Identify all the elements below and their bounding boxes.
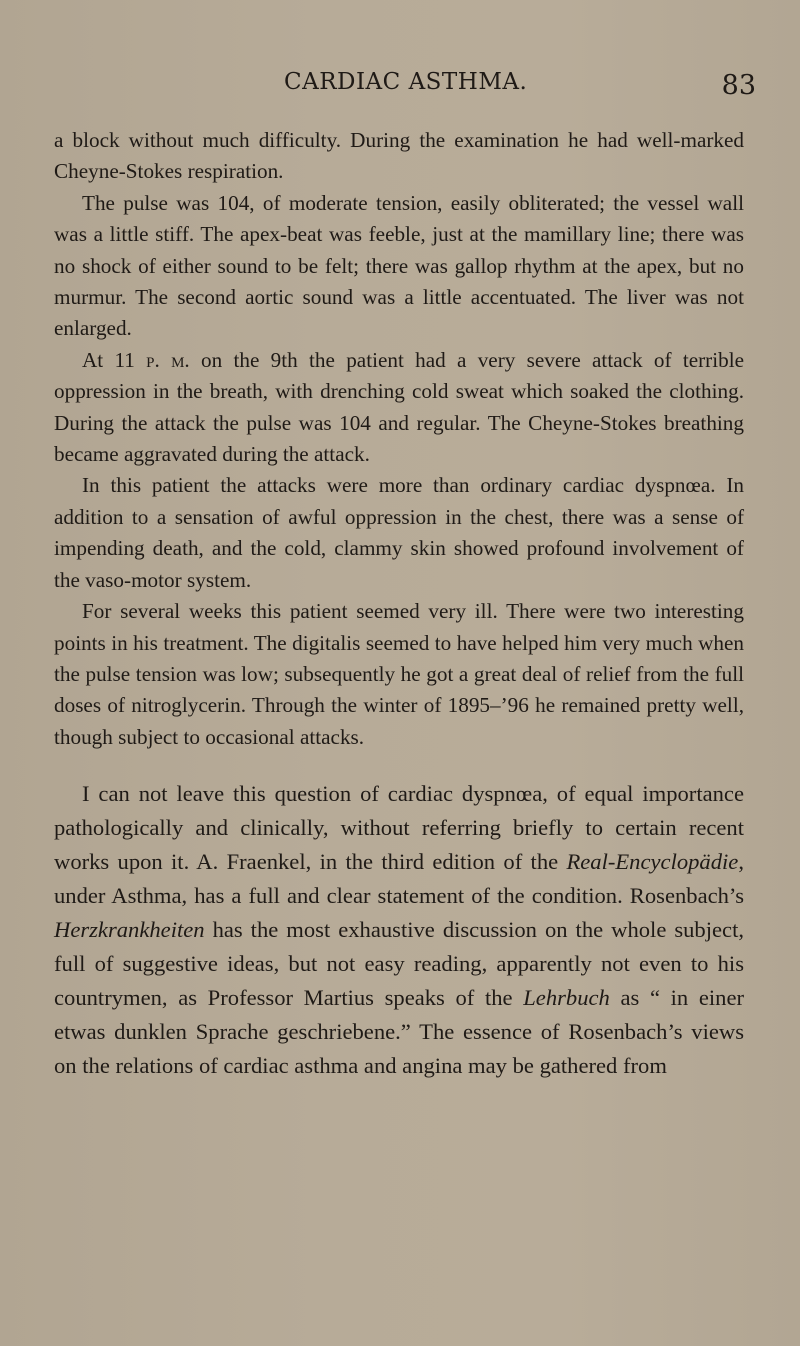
body-text [54, 125, 744, 1083]
discussion-text-4: as “ in einer etwas dunklen Sprache geschriebene.” The essence of Rosenbach’s views on the relations of cardiac asthma and angina may be gathered from [54, 985, 744, 1079]
discussion-section [54, 777, 744, 1083]
title-lehrbuch: Lehrbuch [523, 985, 610, 1011]
title-real-encyclopadie: Real-Encyclopädie [566, 849, 739, 875]
case-report-section [54, 125, 744, 753]
attack-text-end: on the 9th the patient had a very severe attack of terrible oppression in the breath, with drenching cold sweat which soaked the clothing. During the attack the pulse was 104 and regular. The Cheyne-Stokes breathing became aggravated during the attack. [54, 347, 744, 467]
discussion-text-1: I can not leave this question of cardiac dyspnœa, of equal importance pathologically and clinically, without referring briefly to certain recent works upon it. A. Fraenkel, in the third edition of the [54, 781, 744, 875]
discussion-text-2: , under Asthma, has a full and clear statement of the condition. Rosenbach’s [54, 849, 744, 909]
title-herzkrankheiten: Herzkrankheiten [54, 917, 205, 943]
paragraph-discussion [54, 777, 744, 1083]
paragraph-attack [54, 345, 744, 471]
discussion-text-3: has the most exhaustive discussion on the whole subject, full of suggestive ideas, but not easy reading, apparently not even to his countrymen, as Professor Martius speaks of the [54, 917, 744, 1011]
paragraph-continuation: a block without much difficulty. During the examination he had well-marked Cheyne-Stokes respiration. [54, 128, 744, 184]
time-pm: p. m. [146, 347, 190, 372]
paragraph-treatment: For several weeks this patient seemed very ill. There were two interesting points in his treatment. The digitalis seemed to have helped him very much when the pulse tension was low; subsequently he got a great deal of relief from the full doses of nitroglycerin. Through the winter of 1895–’96 he remained pretty well, though subject to occasional attacks. [54, 599, 744, 749]
paragraph-dyspnoea: In this patient the attacks were more than ordinary cardiac dyspnœa. In addition to a sensation of awful oppression in the chest, there was a sense of impending death, and the cold, clammy skin showed profound involvement of the vaso-motor system. [54, 473, 744, 592]
running-head [54, 62, 770, 102]
attack-text-start: At 11 [82, 347, 147, 372]
page-number: 83 [721, 70, 756, 101]
paragraph-pulse: The pulse was 104, of moderate tension, easily obliterated; the vessel wall was a little stiff. The apex-beat was feeble, just at the mamillary line; there was no shock of either sound to be felt; there was gallop rhythm at the apex, but no murmur. The second aortic sound was a little accentuated. The liver was not enlarged. [54, 190, 744, 341]
running-head-title: CARDIAC ASTHMA. [284, 69, 528, 95]
